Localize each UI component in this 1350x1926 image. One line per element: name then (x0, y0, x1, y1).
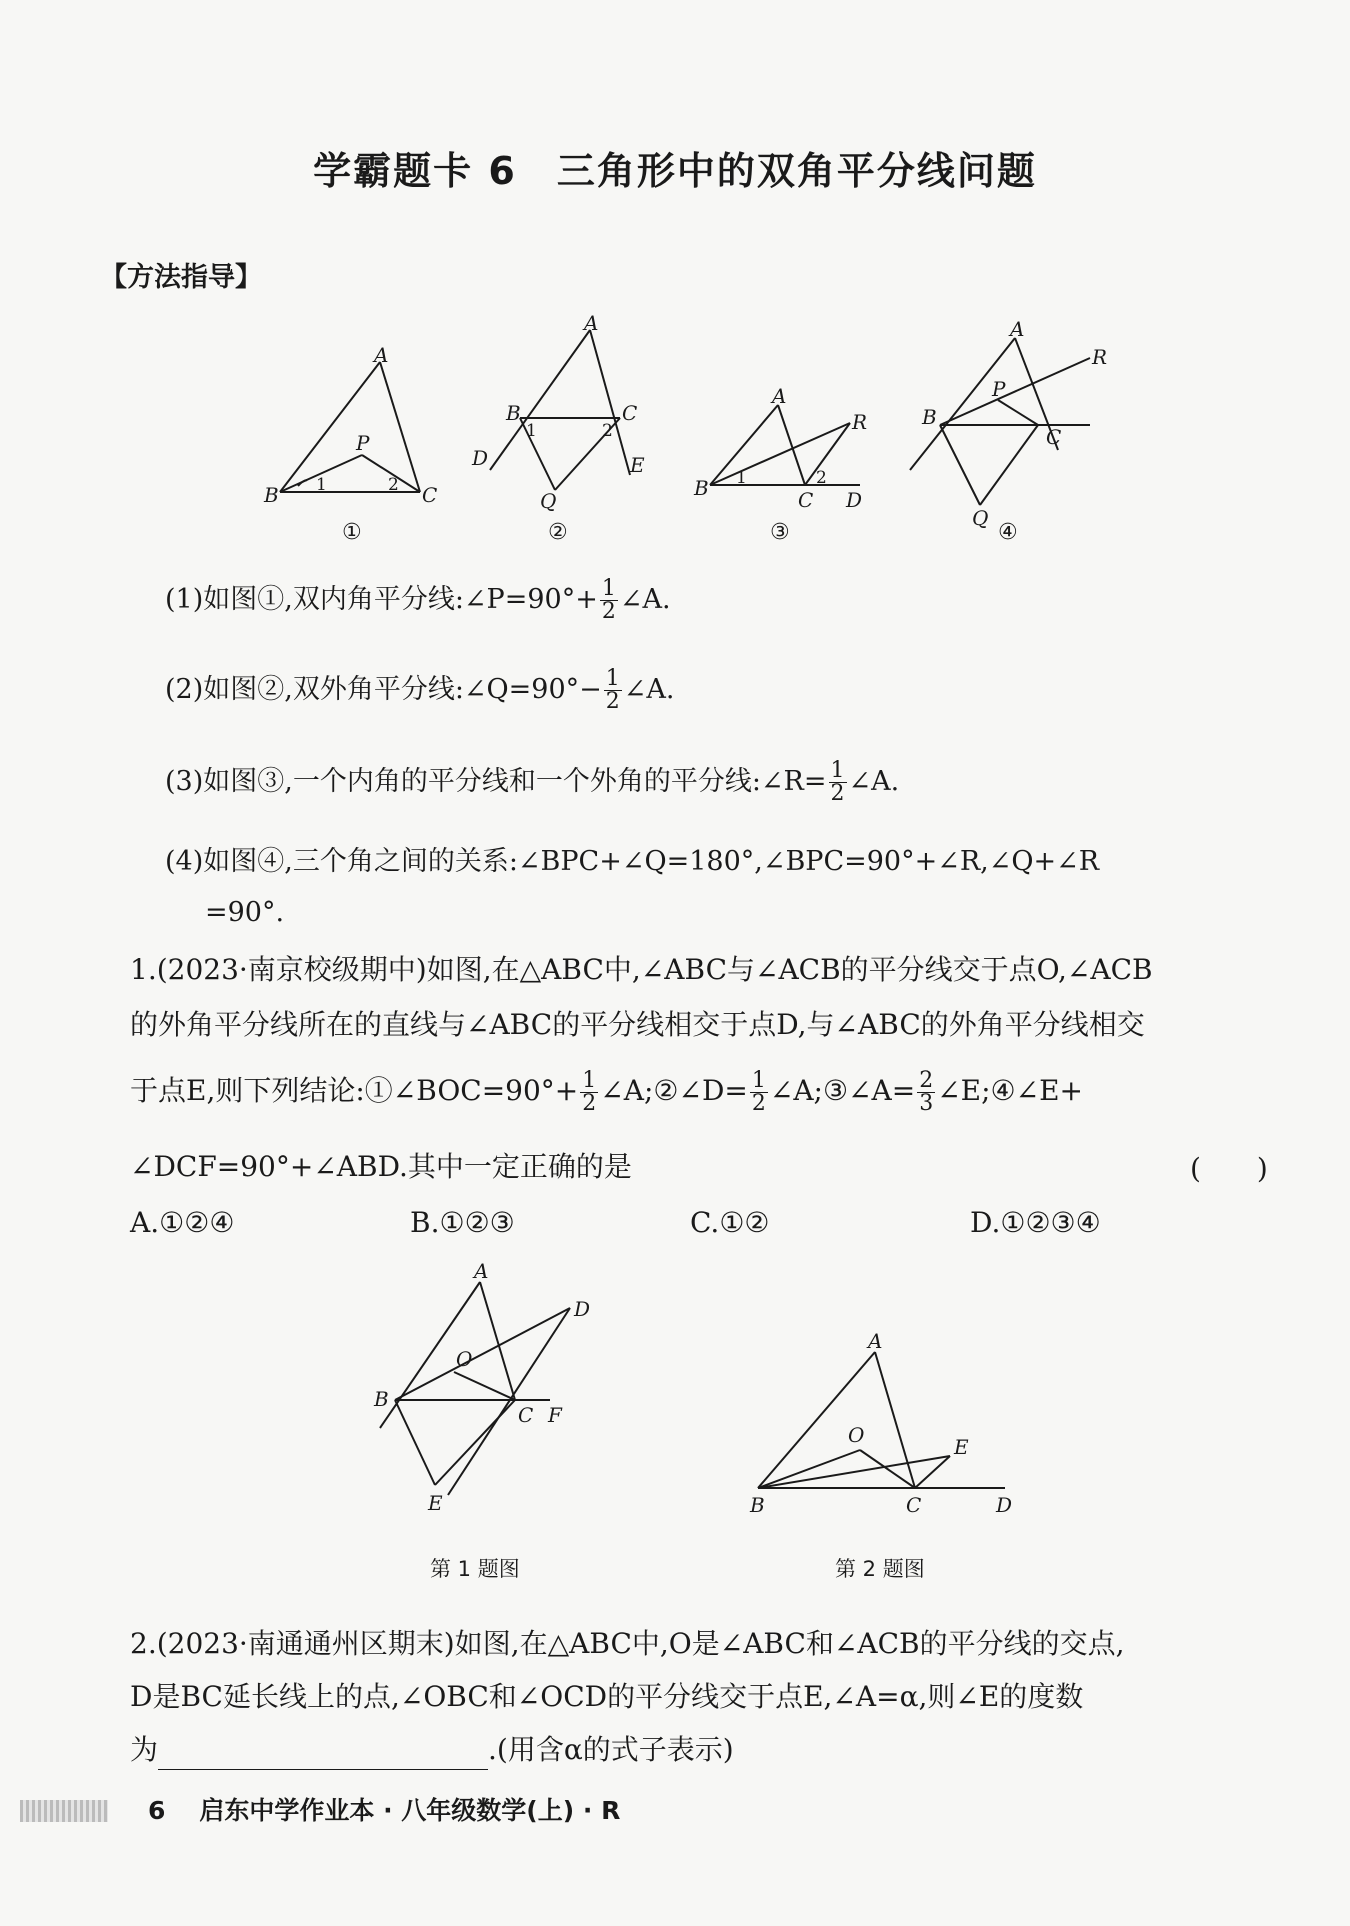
question-1-figure (350, 1259, 610, 1515)
fig2-label-q: Q (540, 489, 557, 513)
question-2-diagram (740, 1329, 1030, 1517)
fraction (829, 760, 847, 805)
fraction-denominator: 2 (751, 1091, 766, 1116)
method-line-4: (4)如图④,三个角之间的关系:∠BPC+∠Q=180°,∠BPC=90°+∠R,∠Q+∠R (165, 846, 1100, 877)
q1fig-label-f: F (548, 1403, 562, 1427)
question-2-line-3 (130, 1730, 734, 1770)
answer-blank[interactable] (158, 1743, 488, 1770)
method-2-text: (2)如图②,双外角平分线:∠Q=90°− (165, 674, 602, 705)
figure-4-diagram (900, 317, 1108, 530)
question-1-line-2: 的外角平分线所在的直线与∠ABC的平分线相交于点D,与∠ABC的外角平分线相交 (130, 1008, 1145, 1041)
figure-caption-4: ④ (998, 520, 1018, 545)
q1-line3-text: 于点E,则下列结论:①∠BOC=90°+ (130, 1074, 579, 1107)
figure-caption-2: ② (548, 520, 568, 545)
option-b[interactable]: B.①②③ (410, 1206, 515, 1239)
q1fig-label-d: D (574, 1297, 591, 1321)
method-line-3 (165, 760, 899, 805)
fig1-label-c: C (422, 483, 438, 507)
fig3-label-r: R (852, 410, 868, 434)
q1fig-label-c: C (518, 1403, 534, 1427)
page-title: 学霸题卡 6 三角形中的双角平分线问题 (313, 149, 1037, 193)
method-2-tail: ∠A. (623, 674, 675, 705)
q2fig-label-d: D (996, 1493, 1013, 1517)
figure-1-diagram (264, 343, 450, 510)
book-title: 启东中学作业本 · 八年级数学(上) · R (199, 1796, 621, 1825)
page-footer (148, 1791, 620, 1827)
q1fig-label-o: O (456, 1347, 473, 1371)
q2fig-label-c: C (906, 1493, 922, 1517)
fig3-angle-1: 1 (736, 468, 747, 488)
q1fig-label-b: B (374, 1387, 389, 1411)
fraction-numerator: 1 (582, 1068, 597, 1093)
method-line-1 (165, 578, 671, 623)
page-number: 6 (148, 1796, 166, 1825)
fig2-angle-2: 2 (602, 421, 613, 441)
option-d[interactable]: D.①②③④ (970, 1206, 1101, 1239)
method-figure-1 (264, 343, 450, 514)
figure-3-diagram (694, 384, 890, 515)
fig4-label-r: R (1092, 345, 1108, 369)
figure-caption-3: ③ (770, 520, 790, 545)
fig4-label-b: B (922, 405, 937, 429)
fraction-denominator: 2 (582, 1091, 597, 1116)
fig2-label-e: E (630, 453, 645, 477)
question-1-diagram (350, 1259, 610, 1515)
question-2-figure-caption: 第 2 题图 (835, 1557, 925, 1581)
figure-caption-1: ① (342, 520, 362, 545)
fig1-angle-1: 1 (316, 475, 327, 495)
method-line-4-cont: =90°. (205, 897, 285, 928)
method-figure-2 (470, 311, 660, 514)
fraction-numerator: 1 (605, 666, 620, 691)
method-3-text: (3)如图③,一个内角的平分线和一个外角的平分线:∠R= (165, 766, 827, 797)
fig3-angle-2: 2 (816, 468, 827, 488)
fraction (917, 1070, 935, 1115)
fraction-denominator: 2 (830, 781, 845, 806)
fig4-label-p: P (992, 377, 1006, 401)
fig3-label-c: C (798, 488, 814, 512)
method-figure-4 (900, 317, 1108, 530)
question-1-line-4: ∠DCF=90°+∠ABD.其中一定正确的是 (130, 1150, 632, 1183)
method-1-tail: ∠A. (619, 584, 671, 615)
fraction-numerator: 1 (830, 758, 845, 783)
fig2-angle-1: 1 (526, 421, 537, 441)
q2-line3-tail: .(用含α的式子表示) (488, 1733, 734, 1766)
option-a[interactable]: A.①②④ (130, 1206, 235, 1239)
fig2-label-b: B (506, 401, 521, 425)
method-line-2 (165, 668, 675, 713)
q1-line3-mid1: ∠A;②∠D= (600, 1074, 748, 1107)
q2fig-label-a: A (868, 1329, 883, 1353)
fraction-numerator: 2 (919, 1068, 934, 1093)
fraction-numerator: 1 (601, 576, 616, 601)
q2fig-label-b: B (750, 1493, 765, 1517)
fig1-label-p: P (356, 431, 370, 455)
footer-mark (20, 1800, 108, 1822)
fig2-label-a: A (584, 311, 599, 335)
question-2-line-2: D是BC延长线上的点,∠OBC和∠OCD的平分线交于点E,∠A=α,则∠E的度数 (130, 1680, 1084, 1713)
fig3-label-a: A (772, 384, 787, 408)
method-1-text: (1)如图①,双内角平分线:∠P=90°+ (165, 584, 598, 615)
q1-line3-mid2: ∠A;③∠A= (769, 1074, 916, 1107)
fraction-denominator: 2 (601, 599, 616, 624)
section-heading: 【方法指导】 (100, 262, 262, 293)
fig4-label-a: A (1010, 317, 1025, 341)
fig4-label-q: Q (972, 506, 989, 530)
fraction-numerator: 1 (751, 1068, 766, 1093)
fig3-label-b: B (694, 476, 709, 500)
fig3-label-d: D (846, 488, 863, 512)
fraction (580, 1070, 598, 1115)
fraction (604, 668, 622, 713)
method-3-tail: ∠A. (848, 766, 900, 797)
fig1-angle-2: 2 (388, 475, 399, 495)
question-2-line-1: 2.(2023·南通通州区期末)如图,在△ABC中,O是∠ABC和∠ACB的平分线的交点, (130, 1627, 1125, 1660)
fraction-denominator: 3 (919, 1091, 934, 1116)
q1-line3-tail: ∠E;④∠E+ (937, 1074, 1084, 1107)
q2fig-label-o: O (848, 1423, 865, 1447)
fraction-denominator: 2 (605, 689, 620, 714)
q2-line3-text: 为 (130, 1733, 159, 1766)
method-figure-3 (694, 384, 890, 519)
question-1-line-1: 1.(2023·南京校级期中)如图,在△ABC中,∠ABC与∠ACB的平分线交于点O,∠ACB (130, 953, 1153, 986)
question-1-line-3 (130, 1070, 1083, 1115)
fraction (750, 1070, 768, 1115)
fraction (600, 578, 618, 623)
fig2-label-c: C (622, 401, 638, 425)
question-2-figure (740, 1329, 1030, 1517)
fig1-label-b: B (264, 483, 279, 507)
answer-paren: ( ) (1190, 1152, 1268, 1185)
fig2-label-d: D (472, 446, 489, 470)
q1fig-label-e: E (428, 1491, 443, 1515)
fig1-label-a: A (374, 343, 389, 367)
figure-2-diagram (470, 311, 660, 513)
option-c[interactable]: C.①② (690, 1206, 770, 1239)
fig4-label-c: C (1046, 425, 1062, 449)
question-1-figure-caption: 第 1 题图 (430, 1557, 520, 1581)
q2fig-label-e: E (954, 1435, 969, 1459)
q1fig-label-a: A (474, 1259, 489, 1283)
